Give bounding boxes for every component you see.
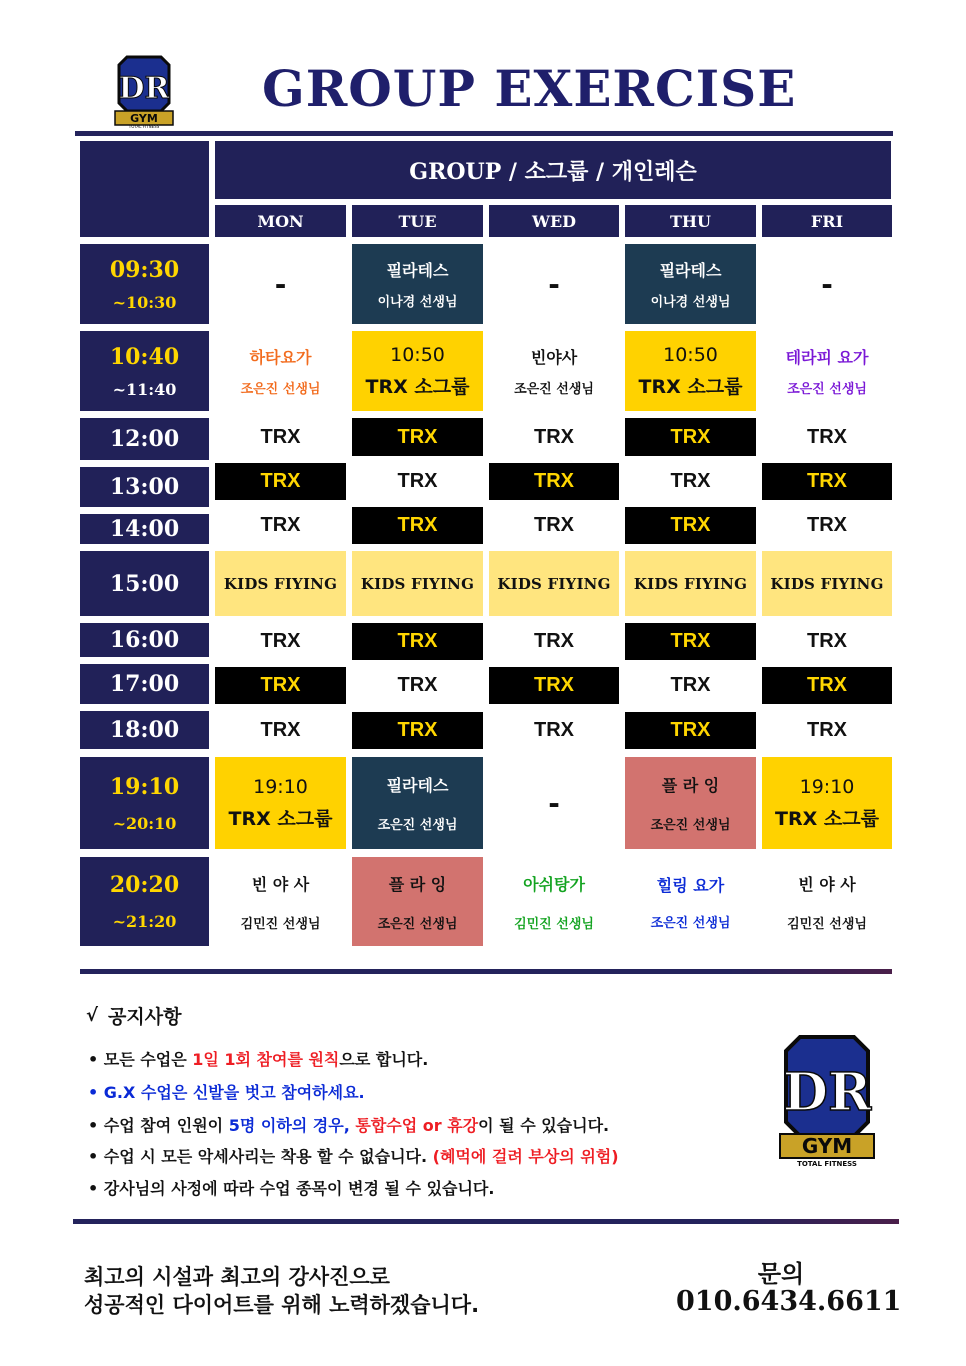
class-wed-1400: TRX (489, 507, 619, 544)
corner-cell (80, 141, 209, 237)
class-thu-1200: TRX (625, 418, 756, 456)
class-mon-1600: TRX (215, 623, 346, 660)
class-tue-1500: KIDS FIYING (352, 551, 483, 616)
class-mon-1500: KIDS FIYING (215, 551, 346, 616)
notice-line-3: • 수업 참여 인원이 5명 이하의 경우, 통합수업 or 휴강이 될 수 있습니다. (88, 1116, 610, 1135)
day-fri: FRI (762, 205, 892, 237)
day-thu: THU (625, 205, 756, 237)
day-mon: MON (215, 205, 346, 237)
contact-label: 문의 (757, 1259, 805, 1288)
class-thu-1500: KIDS FIYING (625, 551, 756, 616)
svg-text:TOTAL FITNESS: TOTAL FITNESS (128, 124, 160, 129)
class-wed-1500: KIDS FIYING (489, 551, 619, 616)
contact-phone: 010.6434.6611 (676, 1286, 902, 1317)
class-thu-1800: TRX (625, 712, 756, 749)
class-mon-1800: TRX (215, 712, 346, 749)
class-tue-1910: 필라테스 조은진 선생님 (352, 757, 483, 849)
class-wed-1910: - (489, 757, 619, 849)
footer-slogan-2: 성공적인 다이어트를 위해 노력하겠습니다. (84, 1293, 480, 1317)
svg-text:GYM: GYM (801, 1134, 853, 1158)
notice-line-5: • 강사님의 사정에 따라 수업 종목이 변경 될 수 있습니다. (88, 1179, 495, 1198)
notice-line-1: • 모든 수업은 1일 1회 참여를 원칙으로 합니다. (88, 1050, 429, 1069)
notice-line-2: • G.X 수업은 신발을 벗고 참여하세요. (88, 1083, 365, 1102)
time-slot-1500: 15:00 (80, 551, 209, 616)
time-slot-1700: 17:00 (80, 664, 209, 704)
bottom-divider (73, 1219, 899, 1224)
class-mon-1200: TRX (215, 418, 346, 456)
class-thu-1300: TRX (625, 463, 756, 500)
footer-slogan-1: 최고의 시설과 최고의 강사진으로 (84, 1265, 390, 1289)
class-wed-1700: TRX (489, 667, 619, 704)
notice-heading: √ 공지사항 (86, 1004, 182, 1028)
time-slot-1200: 12:00 (80, 418, 209, 460)
svg-text:DR: DR (782, 1062, 872, 1123)
class-fri-1400: TRX (762, 507, 892, 544)
table-divider (80, 969, 892, 974)
bottom-logo (778, 1034, 876, 1168)
time-slot-2020: 20:20 ~21:20 (80, 857, 209, 946)
class-tue-1300: TRX (352, 463, 483, 500)
checkmark-icon: √ (86, 1004, 99, 1026)
class-mon-1400: TRX (215, 507, 346, 544)
class-fri-1040: 테라피 요가 조은진 선생님 (762, 331, 892, 411)
class-fri-1300: TRX (762, 463, 892, 500)
class-fri-0930: - (762, 244, 892, 324)
time-slot-0930: 09:30 ~10:30 (80, 244, 209, 324)
class-tue-0930: 필라테스 이나경 선생님 (352, 244, 483, 324)
class-tue-1800: TRX (352, 712, 483, 749)
class-mon-1700: TRX (215, 667, 346, 704)
day-tue: TUE (352, 205, 483, 237)
class-mon-2020: 빈 야 사 김민진 선생님 (215, 857, 346, 946)
time-slot-1400: 14:00 (80, 514, 209, 544)
class-wed-1600: TRX (489, 623, 619, 660)
class-tue-1700: TRX (352, 667, 483, 704)
top-divider (75, 131, 893, 136)
page-title: GROUP EXERCISE (262, 59, 797, 118)
class-fri-2020: 빈 야 사 김민진 선생님 (762, 857, 892, 946)
class-wed-1300: TRX (489, 463, 619, 500)
day-wed: WED (489, 205, 619, 237)
time-slot-1800: 18:00 (80, 711, 209, 749)
class-tue-1040: 10:50 TRX 소그룹 (352, 331, 483, 411)
class-fri-1800: TRX (762, 712, 892, 749)
class-wed-1040: 빈야사 조은진 선생님 (489, 331, 619, 411)
class-wed-1800: TRX (489, 712, 619, 749)
class-mon-1300: TRX (215, 463, 346, 500)
notice-line-4: • 수업 시 모든 악세사리는 착용 할 수 없습니다. (혜먹에 걸려 부상의 위험) (88, 1147, 619, 1166)
class-wed-0930: - (489, 244, 619, 324)
group-header: GROUP / 소그룹 / 개인레슨 (215, 141, 891, 199)
time-slot-1300: 13:00 (80, 467, 209, 507)
dr-gym-logo-icon (113, 55, 175, 129)
class-fri-1700: TRX (762, 667, 892, 704)
class-fri-1200: TRX (762, 418, 892, 456)
class-thu-2020: 힐링 요가 조은진 선생님 (625, 857, 756, 946)
svg-text:TOTAL FITNESS: TOTAL FITNESS (797, 1160, 857, 1168)
class-mon-1040: 하타요가 조은진 선생님 (215, 331, 346, 411)
top-logo (113, 55, 175, 129)
class-thu-1400: TRX (625, 507, 756, 544)
class-thu-0930: 필라테스 이나경 선생님 (625, 244, 756, 324)
time-slot-1910: 19:10 ~20:10 (80, 757, 209, 849)
class-tue-1200: TRX (352, 418, 483, 456)
time-slot-1600: 16:00 (80, 623, 209, 657)
svg-text:GYM: GYM (130, 112, 158, 125)
class-thu-1700: TRX (625, 667, 756, 704)
class-thu-1040: 10:50 TRX 소그룹 (625, 331, 756, 411)
class-thu-1600: TRX (625, 623, 756, 660)
class-fri-1910: 19:10 TRX 소그룹 (762, 757, 892, 849)
dr-gym-logo-icon (778, 1034, 876, 1168)
class-fri-1500: KIDS FIYING (762, 551, 892, 616)
class-tue-2020: 플 라 잉 조은진 선생님 (352, 857, 483, 946)
class-tue-1600: TRX (352, 623, 483, 660)
time-slot-1040: 10:40 ~11:40 (80, 331, 209, 411)
class-wed-2020: 아쉬탕가 김민진 선생님 (489, 857, 619, 946)
svg-text:DR: DR (118, 71, 170, 106)
class-fri-1600: TRX (762, 623, 892, 660)
class-mon-0930: - (215, 244, 346, 324)
class-mon-1910: 19:10 TRX 소그룹 (215, 757, 346, 849)
class-thu-1910: 플 라 잉 조은진 선생님 (625, 757, 756, 849)
class-tue-1400: TRX (352, 507, 483, 544)
class-wed-1200: TRX (489, 418, 619, 456)
